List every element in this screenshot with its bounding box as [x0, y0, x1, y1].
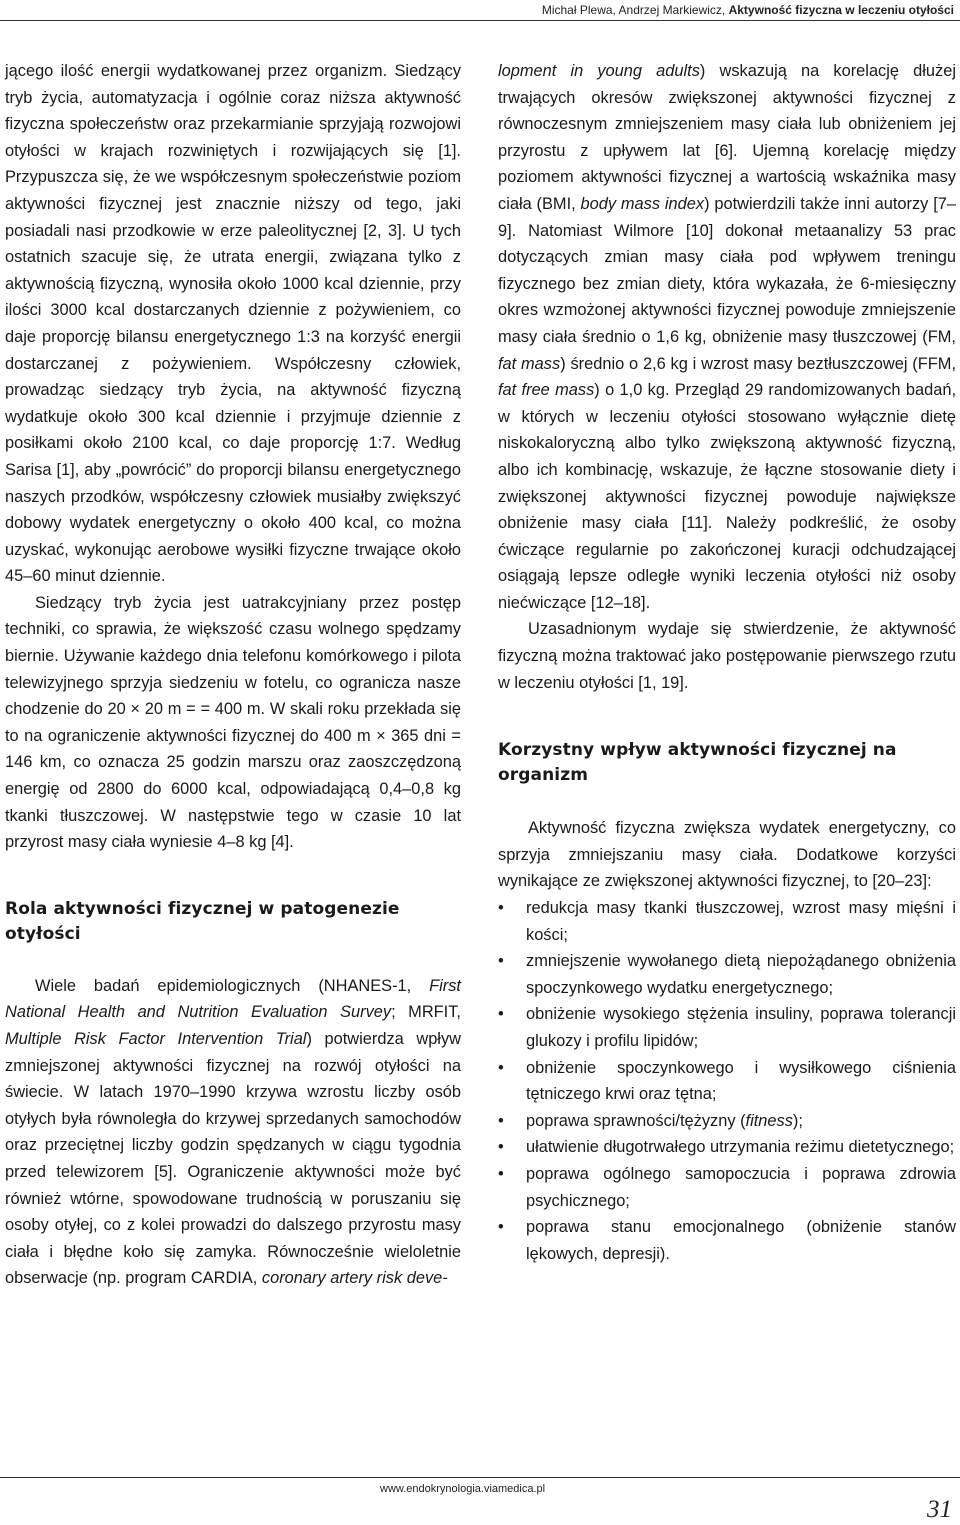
footer-rule [0, 1477, 960, 1478]
right-column [498, 58, 956, 1267]
list-item-text: zmniejszenie wywołanego dietą niepożądanego obniżenia spoczynkowego wydatku energetycznego; [526, 952, 956, 997]
bullet-icon: • [498, 1058, 504, 1077]
list-item-text: obniżenie wysokiego stężenia insuliny, poprawa tolerancji glukozy i profilu lipidów; [526, 1005, 956, 1050]
p3-text-b: ; MRFIT, [391, 1003, 461, 1022]
bullet4-text-a: poprawa sprawności/tężyzny ( [526, 1111, 746, 1130]
benefits-list [498, 895, 956, 1267]
bullet-icon: • [498, 952, 504, 971]
p1-text-c: ) średnio o 2,6 kg i wzrost masy beztłuszczowej (FFM, [560, 354, 956, 373]
bullet4-italic: fitness [745, 1111, 793, 1130]
footer-url: www.endokrynologia.viamedica.pl [380, 1483, 546, 1495]
p1-italic-3: fat mass [498, 354, 561, 373]
bullet-icon: • [498, 1111, 504, 1130]
left-paragraph-1: jącego ilość energii wydatkowanej przez organizm. Siedzący tryb życia, automatyzacja i ogólnie coraz niższa aktywność fizyczna społeczeństw oraz przekarmianie sprzyjają rozwojowi otyłości w krajach rozwiniętych i rozwijających się [1]. Przypuszcza się, że we współczesnym społeczeństwie poziom aktywności fizycznej jest znacznie niższy od tego, jaki posiadali nasi przodkowie w erze paleolitycznej [2, 3]. U tych ostatnich szacuje się, że utrata energii, związana tylko z aktywnością fizyczną, wynosiła około 1000 kcal dziennie, przy ilości 3000 kcal dostarczanych dziennie z pożywieniem, co daje proporcję bilansu energetycznego 1:3 na korzyść energii dostarczanej z pożywieniem. Współczesny człowiek, prowadząc siedzący tryb życia, na aktywność fizyczną wydatkuje około 300 kcal dziennie i przyjmuje dziennie z posiłkami około 2100 kcal, co daje proporcję 1:7. Według Sarisa [1], aby „powrócić” do proporcji bilansu energetycznego naszych przodków, współczesny człowiek musiałby zwiększyć dobowy wydatek energetyczny o około 400 kcal, co można uzyskać, wykonując aerobowe wysiłki fizyczne trwające około 45–60 minut dziennie. [5, 62, 461, 586]
right-paragraph-3: Aktywność fizyczna zwiększa wydatek energetyczny, co sprzyja zmniejszaniu masy ciała. Dodatkowe korzyści wynikające ze zwiększonej aktywności fizycznej, to [20–23]: [498, 819, 956, 891]
list-item-text: redukcja masy tkanki tłuszczowej, wzrost masy mięśni i kości; [526, 899, 956, 944]
list-item-text: poprawa stanu emocjonalnego (obniżenie stanów lękowych, depresji). [526, 1218, 956, 1263]
header-text [542, 3, 954, 17]
p3-italic-cardia: coronary artery risk deve- [261, 1269, 448, 1288]
bullet-icon: • [498, 899, 504, 918]
list-item-text [526, 1112, 803, 1130]
bullet-icon: • [498, 1164, 504, 1183]
list-item-text: poprawa ogólnego samopoczucia i poprawa zdrowia psychicznego; [526, 1164, 956, 1210]
bullet4-text-b: ); [792, 1111, 803, 1130]
list-item [498, 1214, 956, 1267]
bullet-icon: • [498, 1138, 504, 1157]
p1-text-b: ) potwierdzili także inni autorzy [7–9]. Natomiast Wilmore [10] dokonał metaanalizy 53 prac dotyczących zmian masy ciała pod wpływem treningu fizycznego bez zmian diety, która wykazała, że 6-miesięczny okres wzmożonej aktywności fizycznej powoduje zmniejszenie masy ciała średnio o 1,6 kg, obniżenie masy tłuszczowej (FM, [498, 194, 956, 346]
section-heading-benefits: Korzystny wpływ aktywności fizycznej na organizm [498, 740, 897, 786]
bullet-icon: • [498, 1005, 504, 1024]
list-item [498, 1161, 956, 1214]
bullet-icon: • [498, 1218, 504, 1237]
p1-text-d: ) o 1,0 kg. Przegląd 29 randomizowanych badań, w których w leczeniu otyłości stosowano wyłącznie dietę niskokaloryczną albo tylko zwiększoną aktywność fizyczną, albo ich kombinację, wskazuje, że łączne stosowanie diety i zwiększonej aktywności fizycznej powoduje największe obniżenie masy ciała [11]. Należy podkreślić, że osoby ćwiczące regularnie po zakończonej kuracji odchudzającej osiągają lepsze odległe wyniki leczenia otyłości niż osoby niećwiczące [12–18]. [498, 381, 956, 612]
left-paragraph-3 [5, 973, 461, 1292]
list-item-text: ułatwienie długotrwałego utrzymania reżimu dietetycznego; [526, 1138, 955, 1157]
p3-italic-nhanes: First National Health and Nutrition Evaluation Survey [5, 976, 461, 1022]
list-item [498, 1001, 956, 1054]
p1-italic-1: lopment in young adults [498, 62, 700, 80]
p3-text-a: Wiele badań epidemiologicznych (NHANES-1, [35, 976, 430, 995]
list-item [498, 948, 956, 1001]
section-heading-role: Rola aktywności fizycznej w patogenezie otyłości [5, 898, 400, 944]
list-item [498, 895, 956, 948]
p1-text-a: ) wskazują na korelację dłużej trwających okresów zwiększonej aktywności fizycznej z równoczesnym zmniejszeniem masy ciała lub obniżeniem jej przyrostu z upływem lat [6]. Ujemną korelację między poziomem aktywności fizycznej a wartością wskaźnika masy ciała (BMI, [498, 62, 956, 213]
page-number: 31 [927, 1496, 952, 1523]
p1-italic-2: body mass index [580, 194, 705, 213]
left-column [5, 58, 461, 1292]
list-item [498, 1108, 956, 1135]
right-paragraph-2: Uzasadnionym wydaje się stwierdzenie, że aktywność fizyczną można traktować jako postępowanie pierwszego rzutu w leczeniu otyłości [1, 19]. [498, 620, 956, 692]
list-item [498, 1134, 956, 1161]
right-paragraph-1 [498, 58, 956, 616]
list-item-text: obniżenie spoczynkowego i wysiłkowego ciśnienia tętniczego krwi oraz tętna; [526, 1058, 956, 1104]
p3-text-c: ) potwierdza wpływ zmniejszonej aktywności fizycznej na rozwój otyłości na świecie. W latach 1970–1990 krzywa wzrostu liczby osób otyłych była równoległa do krzywej sprzedanych samochodów oraz przeciętnej liczby godzin spędzanych w ciągu tygodnia przed telewizorem [5]. Ograniczenie aktywności może być również wtórne, spowodowane trudnością w poruszaniu się osoby otyłej, co z kolei prowadzi do dalszego przyrostu masy ciała i błędne koło się zamyka. Równocześnie wieloletnie obserwacje (np. program CARDIA, [5, 1030, 461, 1288]
p3-italic-mrfit: Multiple Risk Factor Intervention Trial [5, 1030, 307, 1048]
left-paragraph-2: Siedzący tryb życia jest uatrakcyjniany przez postęp techniki, co sprawia, że większość czasu wolnego spędzamy biernie. Używanie każdego dnia telefonu komórkowego i pilota telewizyjnego sprzyja siedzeniu w fotelu, co ogranicza nasze chodzenie do 20 × 20 m = = 400 m. W skali roku przekłada się to na ograniczenie aktywności fizycznej do 400 m × 365 dni = 146 km, co oznacza 25 godzin marszu oraz zaoszczędzoną energię od 2800 do 6000 kcal, odpowiadającą 0,4–0,8 kg tkanki tłuszczowej. W następstwie tego w czasie 10 lat przyrost masy ciała wyniesie 4–8 kg [4]. [5, 593, 461, 852]
header-title: Aktywność fizyczna w leczeniu otyłości [728, 3, 954, 17]
list-item [498, 1055, 956, 1108]
p1-italic-4: fat free mass [498, 381, 595, 400]
running-header [0, 0, 960, 21]
header-authors: Michał Plewa, Andrzej Markiewicz, [541, 3, 726, 17]
